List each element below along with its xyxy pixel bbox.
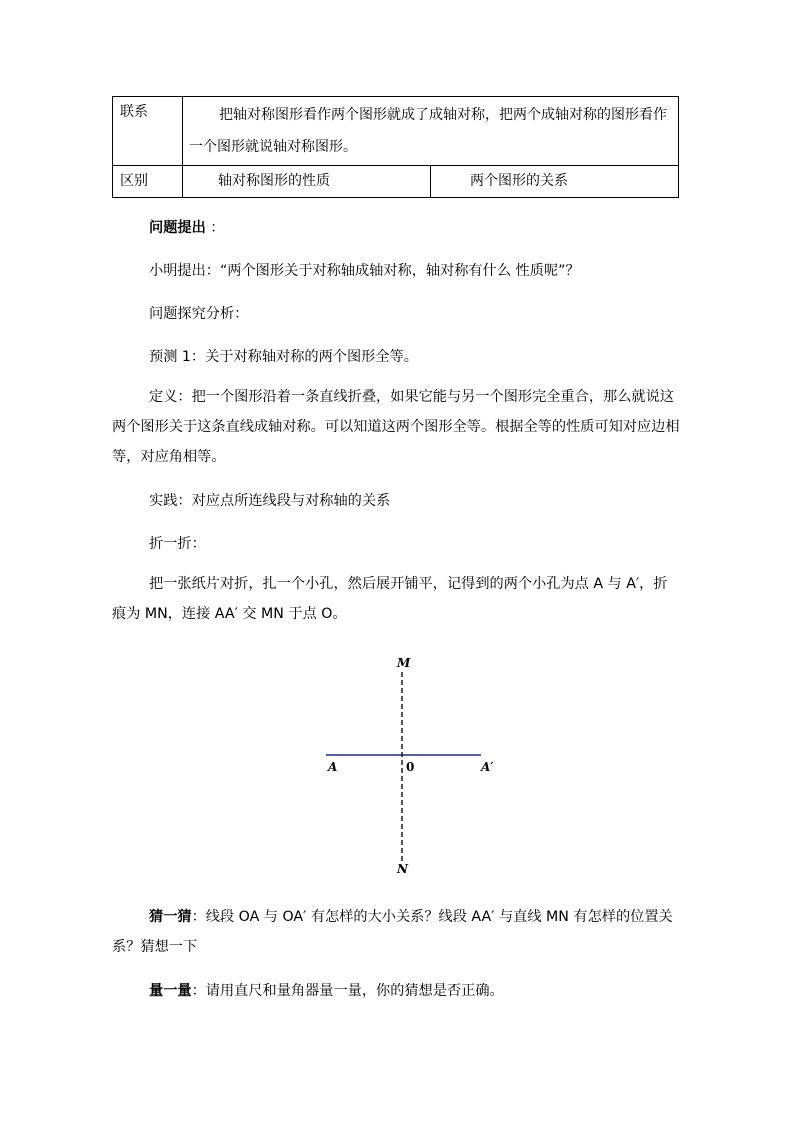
difference-col1: 轴对称图形的性质 <box>183 166 431 198</box>
relation-text: 把轴对称图形看作两个图形就成了成轴对称，把两个成轴对称的图形看作一个图形就说轴对称图形。 <box>183 97 679 166</box>
label-n: N <box>397 862 408 876</box>
table-row <box>113 166 679 198</box>
definition-body: 定义：把一个图形沿着一条直线折叠，如果它能与另一个图形完全重合，那么就说这两个图形关于这条直线成轴对称。可以知道这两个图形全等。根据全等的性质可知对应边相等，对应角相等。 <box>112 389 680 465</box>
fold-instructions <box>112 569 680 629</box>
guess-paragraph <box>112 902 680 962</box>
guess-label: 猜一猜 <box>149 909 192 925</box>
practice-text: 实践：对应点所连线段与对称轴的关系 <box>149 493 391 509</box>
question-colon: ： <box>205 220 225 236</box>
measure-label: 量一量 <box>149 983 192 999</box>
xiaoming-question: 小明提出：“两个图形关于对称轴成轴对称，轴对称有什么 性质呢”？ <box>149 263 580 279</box>
guess-body: ：线段 OA 与 OA′ 有怎样的大小关系？线段 AA′ 与直线 MN 有怎样的位置关系？猜想一下 <box>112 909 673 955</box>
question-heading <box>149 213 680 243</box>
fold-diagram <box>320 650 510 882</box>
measure-paragraph <box>149 976 680 1006</box>
fold-body: 把一张纸片对折，扎一个小孔，然后展开铺平，记得到的两个小孔为点 A 与 A′，折痕为 MN，连接 AA′ 交 MN 于点 O。 <box>112 576 668 622</box>
row-label-relation: 联系 <box>113 97 183 166</box>
question-label: 问题提出 <box>149 220 206 236</box>
prediction-text: 预测 1：关于对称轴对称的两个图形全等。 <box>149 349 418 365</box>
analysis-heading: 问题探究分析： <box>149 306 249 322</box>
label-a: A <box>328 760 338 774</box>
difference-col2: 两个图形的关系 <box>431 166 679 198</box>
measure-body: ：请用直尺和量角器量一量，你的猜想是否正确。 <box>191 983 504 999</box>
comparison-table <box>112 96 679 198</box>
label-o: 0 <box>406 760 415 774</box>
label-a-prime: A′ <box>481 760 494 774</box>
row-label-difference: 区别 <box>113 166 183 198</box>
label-m: M <box>397 656 411 670</box>
fold-heading: 折一折： <box>149 536 206 552</box>
definition-text <box>112 382 680 472</box>
table-row <box>113 97 679 166</box>
